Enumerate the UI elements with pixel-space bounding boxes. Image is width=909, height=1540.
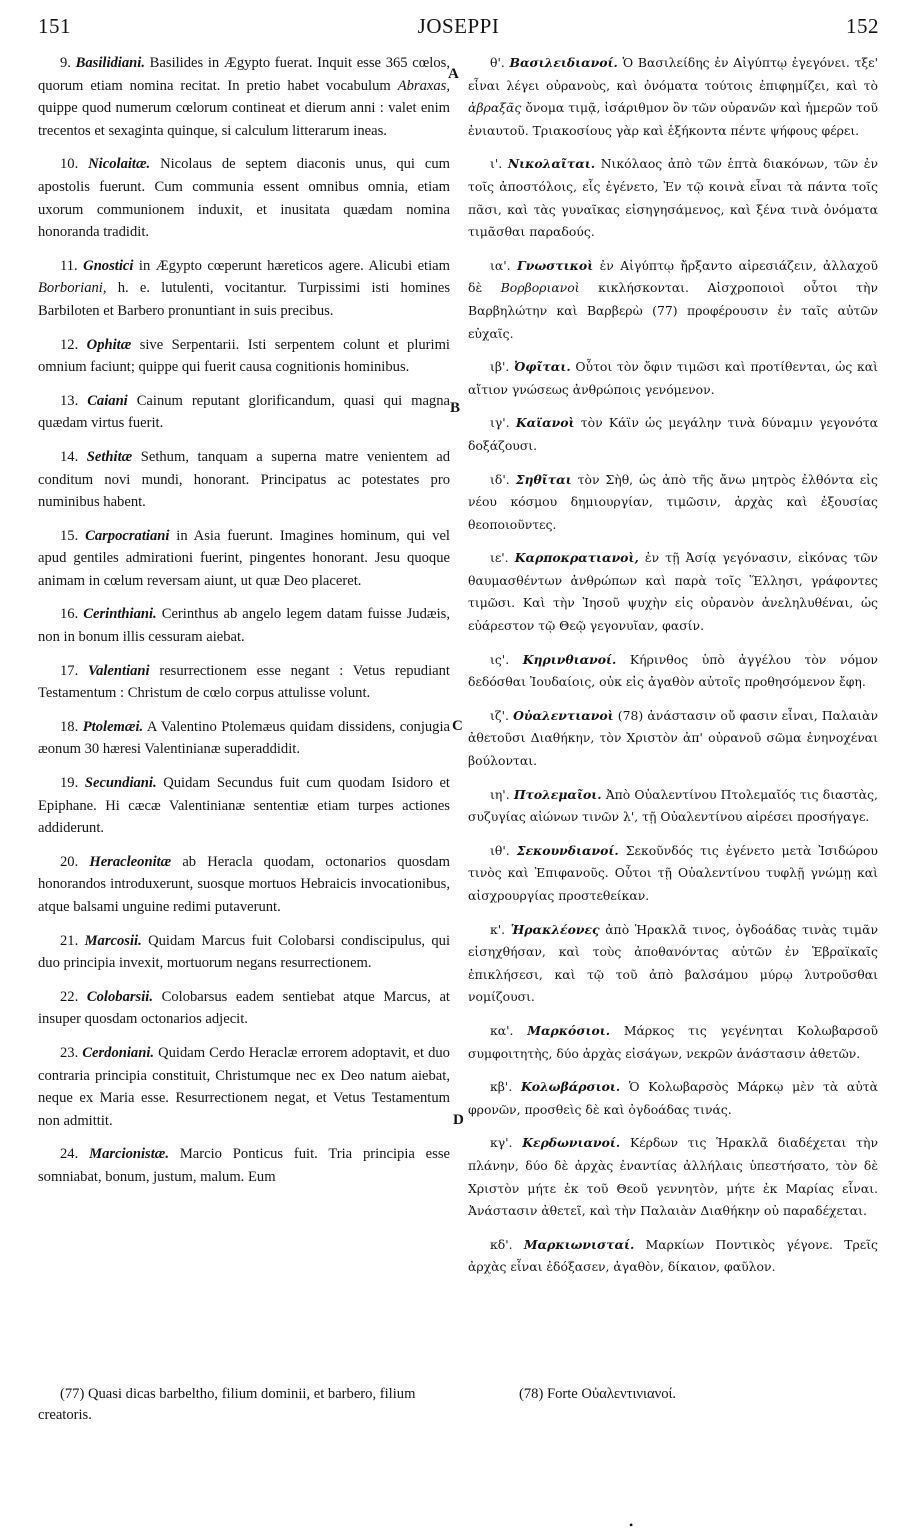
- latin-entry: [38, 334, 450, 379]
- sect-name: Cerinthiani.: [83, 606, 157, 623]
- sect-name: Sethitæ: [86, 448, 133, 465]
- entry-number: ιδ'.: [490, 471, 510, 487]
- entry-number: κδ'.: [490, 1236, 513, 1252]
- greek-entry: [468, 1234, 878, 1279]
- footnote-77: (77) Quasi dicas barbeltho, filium dominii, et barbero, filium creatoris.: [38, 1386, 416, 1423]
- sect-name: Colobarsii.: [86, 988, 153, 1005]
- sect-name: Marcosii.: [84, 932, 142, 949]
- margin-marker-d: D: [453, 1112, 464, 1128]
- entry-number: κα'.: [490, 1022, 514, 1038]
- entry-text: Νικόλαος ἀπὸ τῶν ἑπτὰ διακόνων, τῶν ἐν τοῖς ἀποστόλοις, εἷς ἐγένετο, Ἐν τῷ κοινὰ εἶναι τὰ πάντα τοῖς πᾶσι, καὶ τὰς γυναῖκας εἰσηγησάμενος, καὶ ξένα τινὰ ὀνόματα τιμᾶσθαι παραδούς.: [468, 156, 878, 240]
- entry-number: ιε'.: [490, 550, 509, 566]
- entry-text: τὸν Κάϊν ὡς μεγάλην τινὰ δύναμιν γεγονότα δοξάζουσι.: [468, 415, 878, 453]
- footnote-right: [497, 1384, 877, 1405]
- latin-entry: [38, 716, 450, 761]
- entry-number: 19.: [60, 775, 79, 792]
- entry-text: Ὁ Βασιλείδης ἐν Αἰγύπτῳ ἐγεγόνει. τξε' εἶναι λέγει οὐρανοὺς, καὶ ὀνόματα τούτοις ἐπιφημίζει, καὶ τὸ: [468, 55, 878, 93]
- entry-text: Basilides in Ægypto fuerat. Inquit esse 365 cœlos, quorum etiam nomina recitat. In pretio habet vocabulum: [38, 55, 450, 94]
- margin-marker-a: A: [448, 66, 459, 82]
- entry-text: Μαρκίων Ποντικὸς γέγονε. Τρεῖς ἀρχὰς εἶναι ἐδόξασεν, ἀγαθὸν, δίκαιον, φαῦλον.: [468, 1236, 878, 1275]
- running-header: [38, 14, 879, 48]
- greek-entry: [468, 1132, 878, 1222]
- entry-text: Cerinthus ab angelo legem datam fuisse Judæis, non in bonum illis cessuram aiebat.: [38, 606, 451, 646]
- greek-entry: [468, 469, 878, 537]
- entry-text: Quidam Marcus fuit Colobarsi condiscipulus, qui duo principia invexit, mortuorum negans resurrectionem.: [38, 932, 451, 972]
- sect-name: Nicolaitæ.: [88, 156, 151, 173]
- entry-text: ab Heracla quodam, octonarios quosdam honorandos introduxerunt, suosque mortuos Hebraicis invocationibus, atque balsami unguine redimi putaverunt.: [38, 853, 450, 915]
- sect-name: Σεκουνδιανοί.: [516, 842, 619, 858]
- entry-text: Σεκοῦνδός τις ἐγένετο μετὰ Ἰσιδώρου τινὸς καὶ Ἐπιφανοῦς. Οὗτοι τῇ Οὐαλεντίνου τυφλῇ γνώμῃ καὶ αἰσχρουργίας προστεθείκαν.: [468, 842, 878, 903]
- entry-number: ιζ'.: [490, 707, 509, 723]
- sect-name: Κολωβάρσιοι.: [520, 1079, 621, 1095]
- right-page-number: 152: [846, 14, 879, 38]
- latin-entry: [38, 390, 450, 435]
- latin-entry: [38, 660, 450, 705]
- entry-number: ι'.: [490, 156, 503, 172]
- entry-number: 24.: [60, 1146, 79, 1163]
- latin-entry: [38, 255, 450, 323]
- entry-text: Οὗτοι τὸν ὄφιν τιμῶσι καὶ προτίθενται, ὡς καὶ αἴτιον γνώσεως ἀνθρώποις γενόμενον.: [468, 359, 878, 397]
- latin-entry: [38, 772, 450, 840]
- entry-text: Nicolaus de septem diaconis unus, qui cum apostolis fuerunt. Cum communia essent omnibus omnia, etiam uxorum communionem induxit, et inusitata quædam nomina honoranda tradidit.: [38, 156, 450, 241]
- entry-text-rest: h. e. lutulenti, vocitantur. Turpissimi isti homines Barbiloten et Barbero pronuntiant in suis precibus.: [38, 280, 450, 319]
- entry-text: sive Serpentarii. Isti serpentem colunt et plurimi omnium faciunt; quippe qui fuerit causa cognitionis hominibus.: [38, 336, 450, 376]
- sect-name: Heracleonitæ: [89, 853, 172, 870]
- left-page-number: 151: [38, 14, 71, 38]
- footnote-78: (78) Forte Οὐαλεντινιανοί.: [519, 1386, 677, 1402]
- entry-text: ἀπὸ Ἡρακλᾶ τινος, ὀγδοάδας τινὰς τιμᾶν εἰσηχθήσαν, καὶ τοὺς ἀποθανόντας αὐτῶν ἐν Ἑβραϊκαῖς ἐπικλήσεσι, καὶ τῷ τοῦ ἀπὸ βαλσάμου μύρῳ λυτροῦσθαι νομίζουσι.: [468, 921, 878, 1005]
- entry-text: Colobarsus eadem sentiebat atque Marcus, at insuper quosdam octonarios adjecit.: [38, 988, 450, 1028]
- greek-entry: [468, 547, 878, 637]
- entry-text: resurrectionem esse negant : Vetus repudiant Testamentum : Christum de cœlo corpus attulisse volunt.: [38, 662, 450, 702]
- footer-mark: •: [629, 1518, 634, 1532]
- sect-name: Μαρκόσιοι.: [527, 1022, 611, 1038]
- latin-entry: [38, 986, 450, 1031]
- sect-name: Carpocratiani: [85, 527, 170, 544]
- greek-entry: [468, 919, 878, 1009]
- latin-column: [38, 52, 450, 1189]
- sect-name: Basilidiani.: [75, 55, 145, 71]
- margin-marker-c: C: [452, 718, 463, 734]
- sect-name: Οὐαλεντιανοὶ: [513, 707, 614, 723]
- greek-entry: [468, 153, 878, 243]
- latin-entry: [38, 446, 450, 514]
- entry-number: θ'.: [490, 55, 505, 70]
- sect-name: Marcionistæ.: [89, 1146, 169, 1163]
- entry-number: 22.: [60, 988, 79, 1005]
- sect-name: Καρποκρατιανοὶ,: [514, 550, 639, 566]
- entry-number: 18.: [60, 718, 79, 735]
- italic-term: Borboriani,: [38, 280, 107, 297]
- entry-text: (78) ἀνάστασιν οὔ φασιν εἶναι, Παλαιὰν ἀθετοῦσι Διαθήκην, τὸν Χριστὸν ἀπ' οὐρανοῦ σῶμα ἐνηνοχέναι βούλονται.: [468, 707, 878, 769]
- entry-text-rest: ὄνομα τιμᾷ, ἰσάριθμον ὂν τῶν οὐρανῶν καὶ ἡμερῶν τοῦ ἐνιαυτοῦ. Τριακοσίους γὰρ καὶ ἑξήκοντα πέντε ψήφους φέρει.: [468, 100, 878, 138]
- entry-number: 23.: [60, 1044, 79, 1061]
- entry-text: Μάρκος τις γεγένηται Κολωβαρσοῦ συμφοιτητὴς, δύο ἀρχὰς εἰσάγων, νεκρῶν ἀνάστασιν ἀθετῶν.: [468, 1022, 878, 1061]
- sect-name: Secundiani.: [84, 775, 157, 792]
- greek-entry: [468, 255, 878, 345]
- sect-name: Caiani: [87, 392, 128, 409]
- sect-name: Valentiani: [87, 662, 150, 679]
- greek-entry: [468, 840, 878, 908]
- latin-entry: [38, 525, 450, 593]
- entry-number: 17.: [60, 662, 79, 679]
- entry-number: 16.: [60, 606, 79, 623]
- sect-name: Καϊανοὶ: [515, 415, 575, 431]
- latin-entry: [38, 52, 450, 142]
- entry-number: κγ'.: [490, 1135, 513, 1151]
- sect-name: Πτολεμαῖοι.: [513, 786, 602, 802]
- entry-text: Κέρδων τις Ἡρακλᾶ διαδέχεται τὴν πλάνην, δύο δὲ ἀρχὰς ἐναντίας ἀλλήλαις ὑπεστήσατο, τὸν δὲ Χριστὸν μήτε ἐκ τοῦ Θεοῦ γεννητὸν, μήτε ἐκ Μαρίας εἶναι. Ἀνάστασιν ἀθετεῖ, καὶ τὴν Παλαιὰν Διαθήκην οὐ παραδέχεται.: [468, 1135, 878, 1219]
- greek-entry: [468, 52, 878, 142]
- sect-name: Ὀφῖται.: [514, 359, 571, 375]
- entry-number: ιβ'.: [490, 359, 510, 375]
- latin-entry: [38, 1042, 450, 1132]
- entry-number: ια'.: [490, 257, 511, 273]
- greek-entry: [468, 412, 878, 457]
- sect-name: Νικολαῖται.: [507, 156, 596, 172]
- running-title: JOSEPPI: [417, 14, 500, 38]
- sect-name: Μαρκιωνισταί.: [523, 1236, 635, 1252]
- italic-term: Abraxas,: [397, 77, 450, 94]
- entry-text: Sethum, tanquam a superna matre venientem ad conditum novi mundi, honorant. Principatus ac potestates pro numinibus habent.: [38, 448, 450, 511]
- entry-number: 13.: [60, 392, 79, 409]
- entry-text: in Asia fuerunt. Imagines hominum, qui vel apud gentiles admirationi fuerint, pingentes honorant. Jesu quoque animam in cœlum reversam aiunt, ut quæ Deo placeret.: [38, 527, 450, 589]
- entry-number: 9.: [60, 55, 71, 71]
- sect-name: Ophitæ: [86, 336, 132, 353]
- greek-entry: [468, 1076, 878, 1121]
- latin-entry: [38, 603, 450, 648]
- entry-text: in Ægypto cœperunt hæreticos agere. Alicubi etiam: [138, 257, 450, 274]
- sect-name: Σηθῖται: [515, 471, 572, 487]
- entry-number: ιη'.: [490, 786, 510, 802]
- entry-text-rest: quippe quod numerum cœlorum contineat et dierum anni : valet enim trecentos et sexaginta quinque, si calculum litterarum ineas.: [38, 100, 450, 139]
- sect-name: Ἡρακλέονες: [510, 921, 600, 937]
- latin-entry: [38, 851, 450, 919]
- greek-entry: [468, 784, 878, 829]
- greek-column: [468, 52, 878, 1279]
- entry-number: ιθ'.: [490, 842, 510, 858]
- entry-text: A Valentino Ptolemæus quidam dissidens, conjugia æonum 30 hæresi Valentinianæ superaddidit.: [38, 718, 450, 758]
- entry-number: 14.: [60, 448, 79, 465]
- entry-text-rest: κικλήσκονται. Αἰσχροποιοὶ οὗτοι τὴν Βαρβηλώτην καὶ Βαρβερὼ (77) προφέρουσιν ἐν ταῖς αὐτῶν εὐχαῖς.: [468, 280, 878, 341]
- entry-number: 11.: [60, 257, 78, 274]
- entry-number: 10.: [60, 156, 79, 173]
- entry-number: 15.: [60, 527, 79, 544]
- sect-name: Βασιλειδιανοί.: [509, 55, 618, 70]
- entry-text: Ὁ Κολωβαρσὸς Μάρκῳ μὲν τὰ αὐτὰ φρονῶν, προσθεὶς δὲ καὶ ὀγδοάδας τινάς.: [468, 1079, 878, 1117]
- entry-text: ἐν τῇ Ἀσίᾳ γεγόνασιν, εἰκόνας τῶν θαυμασθέντων ἀνθρώπων καὶ παρὰ τοῖς Ἕλλησι, γράφοντες τιμῶσι. Καὶ τὴν Ἰησοῦ ψυχὴν εἰς οὐρανὸν ἀνεληλυθέναι, ὡς εὐάρεστον τῷ Θεῷ γεγονυῖαν, φασίν.: [468, 550, 878, 634]
- entry-text: Ἀπὸ Οὐαλεντίνου Πτολεμαῖός τις διαστὰς, συζυγίας αἰώνων τινῶν λ', τῇ Οὐαλεντίνου αἱρέσει προσήγαγε.: [468, 786, 878, 825]
- entry-number: ις'.: [490, 651, 510, 667]
- entry-text: Marcio Ponticus fuit. Tria principia esse somniabat, bonum, justum, malum. Eum: [38, 1146, 451, 1185]
- sect-name: Cerdoniani.: [82, 1044, 155, 1061]
- sect-name: Ptolemæi.: [82, 718, 144, 735]
- footnote-left: [38, 1384, 450, 1426]
- italic-term: Βορβοριανοὶ: [500, 280, 580, 296]
- greek-entry: [468, 1020, 878, 1065]
- entry-text: Cainum reputant glorificandum, quasi qui magna quædam virtus fuerit.: [38, 392, 451, 432]
- greek-entry: [468, 356, 878, 401]
- italic-term: ἀβραξᾶς: [468, 100, 522, 116]
- entry-number: ιγ'.: [490, 415, 510, 431]
- entry-text: Quidam Cerdo Heraclæ errorem adoptavit, et duo contraria principia constituit, Christumque nec ex Deo natum aiebat, neque ex Maria esse. Resurrectionem negat, et Vetus Testamentum non admittit.: [38, 1044, 450, 1129]
- entry-number: κ'.: [490, 921, 506, 937]
- greek-entry: [468, 705, 878, 773]
- entry-text: τὸν Σὴθ, ὡς ἀπὸ τῆς ἄνω μητρὸς ἐλθόντα εἰς νέου κόσμου δημιουργίαν, τιμῶσιν, ἀρχὰς καὶ ἐξουσίας θεοποιοῦντες.: [468, 471, 878, 532]
- sect-name: Κηρινθιανοί.: [522, 651, 617, 667]
- greek-entry: [468, 649, 878, 694]
- sect-name: Gnostici: [83, 257, 134, 274]
- latin-entry: [38, 153, 450, 243]
- entry-text: Κήρινθος ὑπὸ ἀγγέλου τὸν νόμον δεδόσθαι Ἰουδαίοις, οὐκ εἰς ἀγαθὸν αὐτοῖς προθησόμενον ἔφη.: [468, 651, 878, 690]
- entry-text: Quidam Secundus fuit cum quodam Isidoro et Epiphane. Hi cæcæ Valentinianæ sententiæ etiam turpes actiones addiderunt.: [38, 775, 450, 837]
- latin-entry: [38, 930, 450, 975]
- entry-number: 20.: [60, 853, 79, 870]
- latin-entry: [38, 1143, 450, 1188]
- sect-name: Γνωστικοὶ: [516, 257, 594, 273]
- margin-marker-b: B: [450, 400, 461, 416]
- entry-number: 12.: [60, 336, 79, 353]
- entry-text: ἐν Αἰγύπτῳ ἤρξαντο αἱρεσιάζειν, ἀλλαχοῦ δὲ: [468, 257, 878, 296]
- sect-name: Κερδωνιανοί.: [522, 1135, 621, 1151]
- entry-number: κβ'.: [490, 1079, 513, 1095]
- entry-number: 21.: [60, 932, 79, 949]
